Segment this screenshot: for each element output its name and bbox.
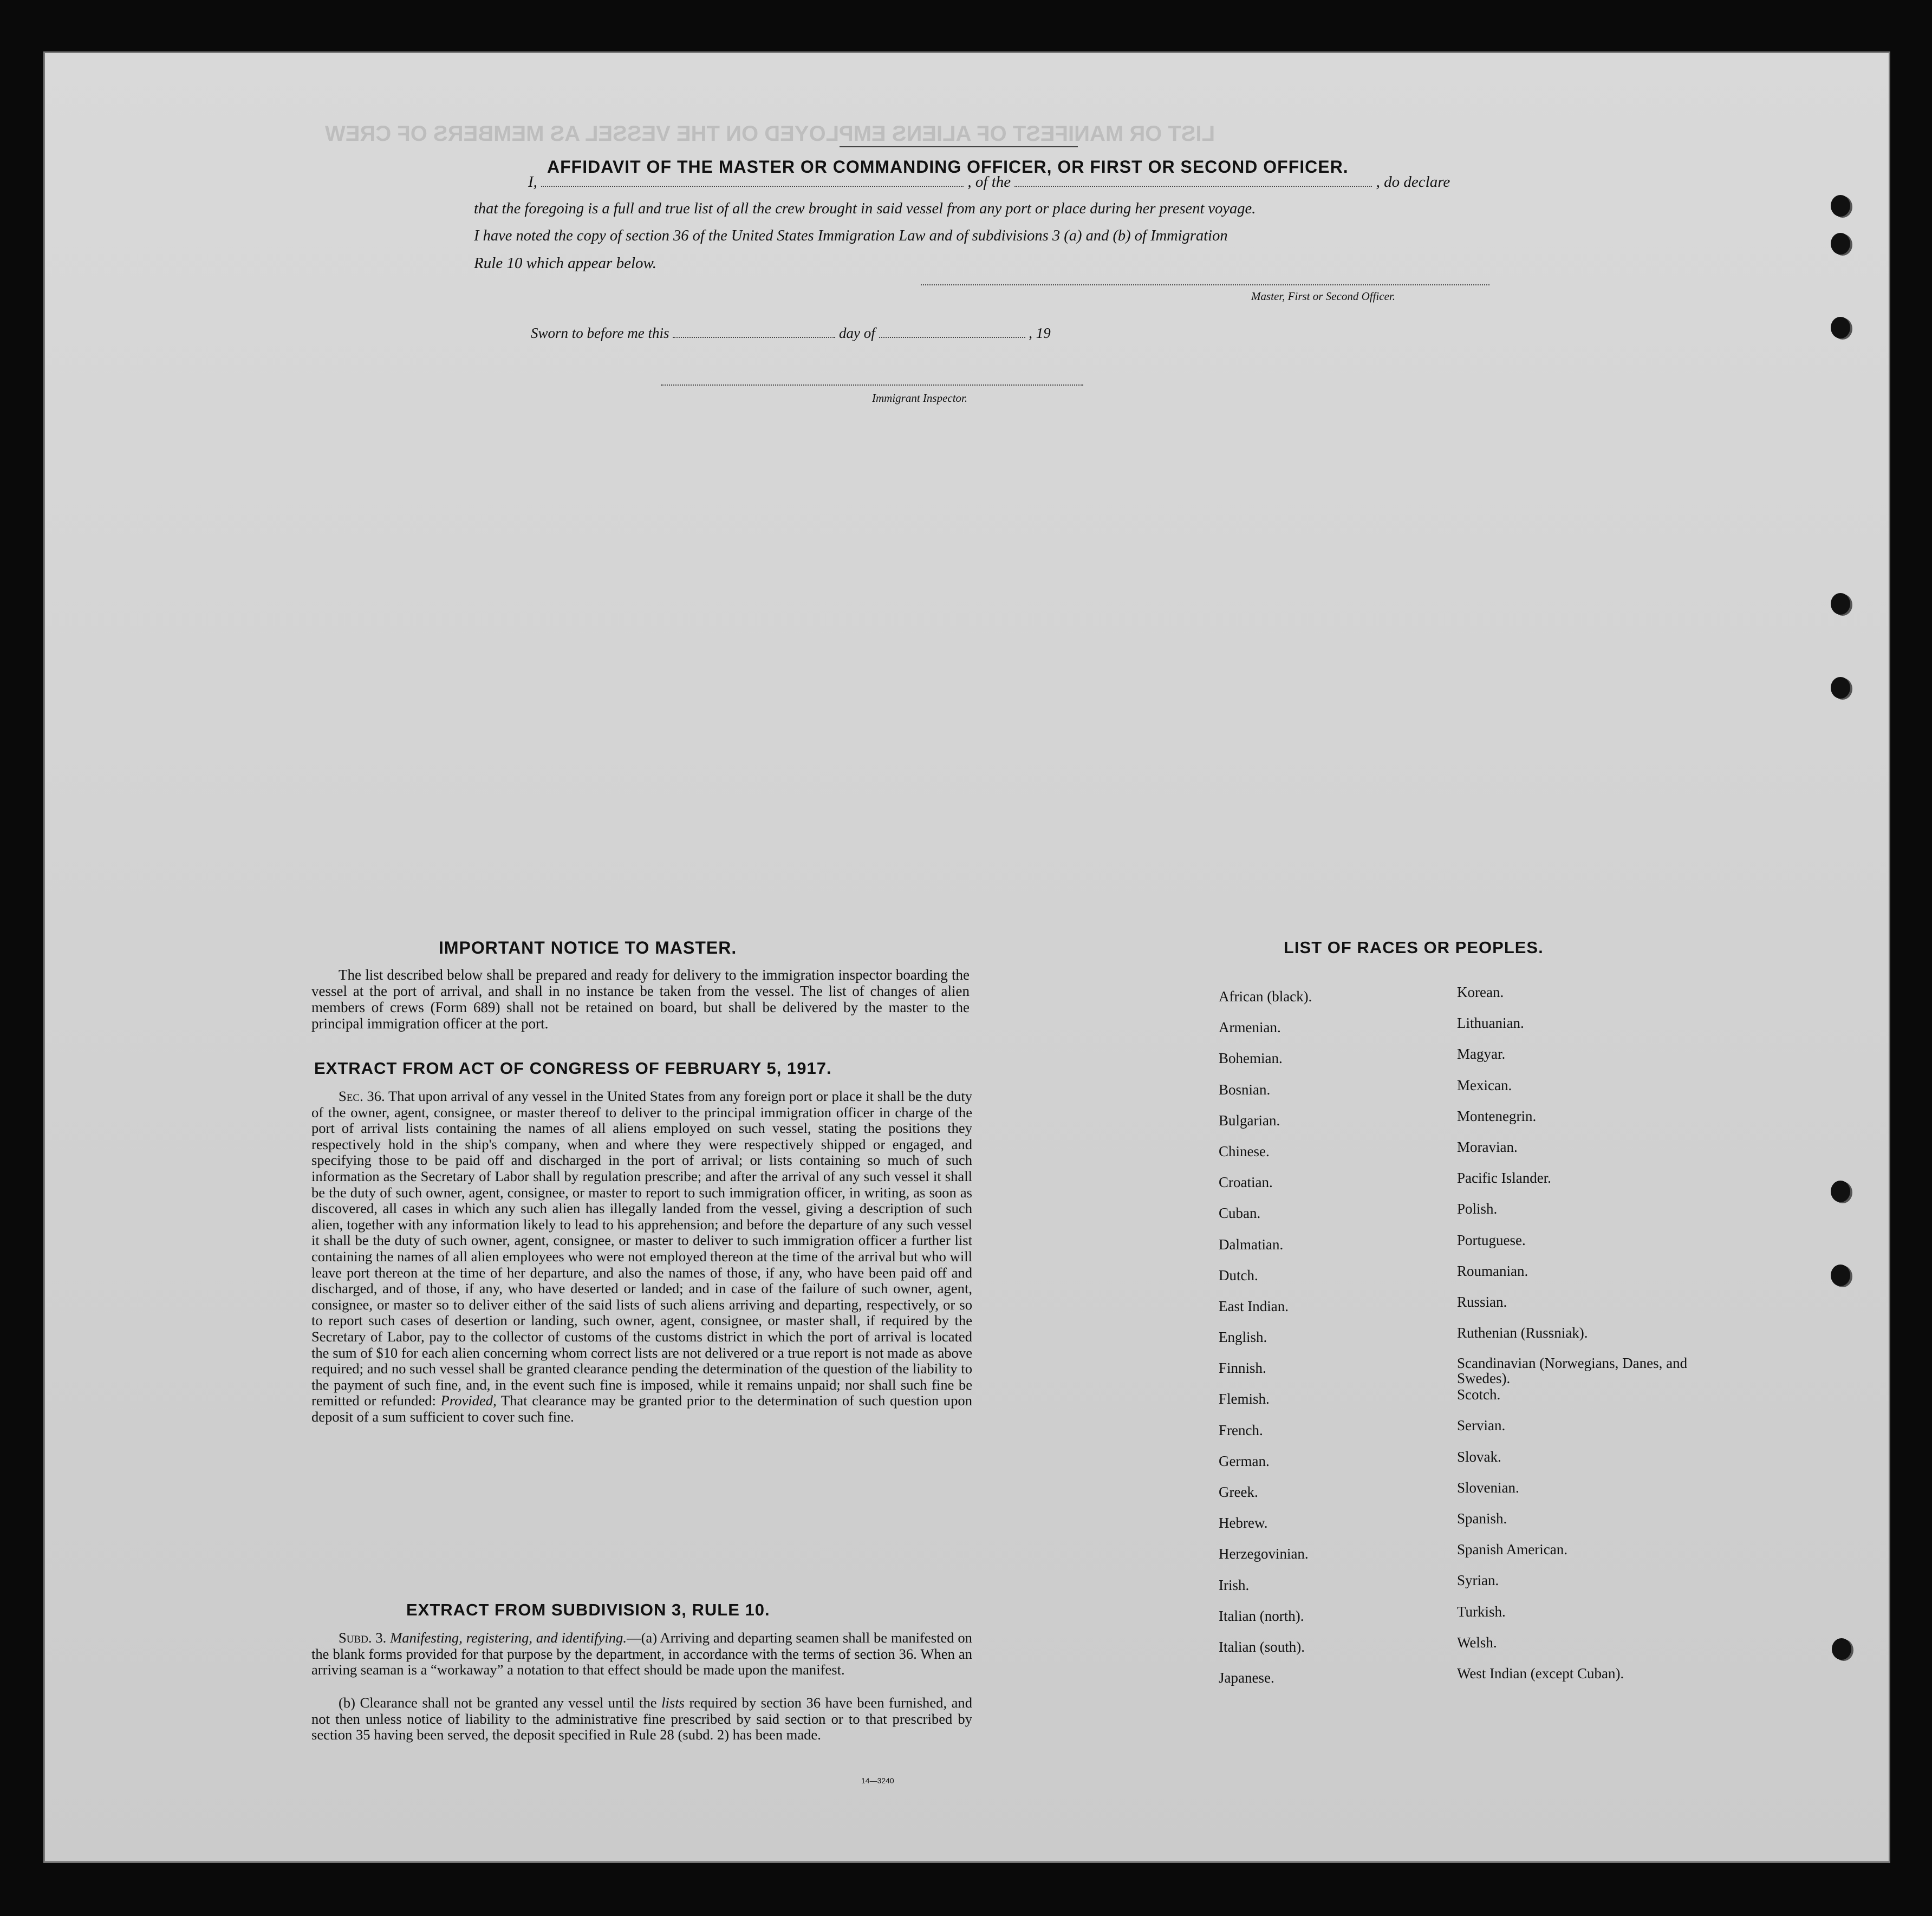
races-left-column bbox=[1219, 988, 1312, 1700]
affidavit-heading: AFFIDAVIT OF THE MASTER OR COMMANDING OFFICER, OR FIRST OR SECOND OFFICER. bbox=[547, 157, 1349, 177]
affidavit-line-1 bbox=[528, 173, 1450, 191]
race-item: West Indian (except Cuban). bbox=[1457, 1665, 1624, 1682]
punch-hole bbox=[1831, 195, 1850, 217]
race-item: Spanish American. bbox=[1457, 1541, 1567, 1558]
race-item: German. bbox=[1219, 1452, 1270, 1469]
punch-hole bbox=[1831, 677, 1850, 699]
vessel-blank bbox=[1014, 186, 1372, 187]
race-item: Greek. bbox=[1219, 1484, 1258, 1500]
subd-3-title: Manifesting, registering, and identifying. bbox=[390, 1630, 627, 1646]
race-item: Scandinavian (Norwegians, Danes, and Swedes). bbox=[1457, 1355, 1688, 1387]
subd-b-end: required by section 36 have been furnished, and not then unless notice of liability to the administrative fine prescribed by said section or to that prescribed by section 35 having been served, the deposit specified in Rule 28 (subd. 2) has been made. bbox=[311, 1695, 972, 1743]
sworn-day-label: day of bbox=[839, 325, 875, 341]
sworn-line bbox=[531, 325, 1051, 342]
act-extract-text bbox=[311, 1089, 972, 1425]
subd-a-body: —(a) Arriving and departing seamen shall be manifested on the blank forms provided for that purpose by the department, in accordance with the terms of section 36. When an arriving seaman is a “workaway” a notation to that effect should be made upon the manifest. bbox=[311, 1630, 972, 1678]
punch-hole bbox=[1831, 593, 1850, 615]
race-item: Bosnian. bbox=[1219, 1081, 1271, 1098]
affidavit-line-2: that the foregoing is a full and true list of all the crew brought in said vessel from any port or place during her present voyage. bbox=[474, 200, 1256, 217]
race-item: East Indian. bbox=[1219, 1298, 1289, 1314]
race-item: Dalmatian. bbox=[1219, 1236, 1284, 1253]
race-item: Montenegrin. bbox=[1457, 1107, 1537, 1124]
race-item: Welsh. bbox=[1457, 1634, 1497, 1651]
act-extract-heading: EXTRACT FROM ACT OF CONGRESS OF FEBRUARY 5, 1917. bbox=[314, 1059, 832, 1078]
race-item: Turkish. bbox=[1457, 1603, 1506, 1620]
race-item: Dutch. bbox=[1219, 1267, 1258, 1283]
race-item: Armenian. bbox=[1219, 1019, 1281, 1036]
race-item: Bohemian. bbox=[1219, 1050, 1283, 1067]
race-item: Chinese. bbox=[1219, 1143, 1270, 1159]
race-item: Bulgarian. bbox=[1219, 1112, 1280, 1129]
race-item: Servian. bbox=[1457, 1417, 1506, 1434]
race-item: Syrian. bbox=[1457, 1572, 1499, 1589]
sworn-label: Sworn to before me this bbox=[531, 325, 669, 341]
race-item: French. bbox=[1219, 1422, 1263, 1438]
document-sheet bbox=[43, 51, 1890, 1863]
race-item: English. bbox=[1219, 1329, 1267, 1346]
race-item: Herzegovinian. bbox=[1219, 1546, 1309, 1562]
punch-hole bbox=[1831, 1181, 1850, 1202]
notice-heading: IMPORTANT NOTICE TO MASTER. bbox=[439, 938, 737, 957]
race-item: Italian (south). bbox=[1219, 1638, 1305, 1655]
subd-3-label: Subd. 3. bbox=[339, 1630, 387, 1646]
rule-subd-b bbox=[311, 1695, 972, 1743]
race-item: Croatian. bbox=[1219, 1174, 1273, 1191]
affidavit-declare-label: , do declare bbox=[1376, 173, 1450, 191]
race-item: Magyar. bbox=[1457, 1046, 1506, 1063]
subd-b-start: (b) Clearance shall not be granted any vessel until the bbox=[339, 1695, 657, 1711]
signature-line bbox=[921, 284, 1489, 285]
races-right-column bbox=[1457, 984, 1695, 1696]
notice-text bbox=[311, 967, 970, 1032]
sec-36-body: That upon arrival of any vessel in the United States from any foreign port or place it shall be the duty of the owner, agent, consignee, or master thereof to deliver to the principal immigration officer in charge of the port of arrival lists containing the names of all aliens employed on such vessel, stating the positions they respectively hold in the ship's company, when and where they were respectively shipped or engaged, and specifying those to be paid off and discharged in the port of arrival; or lists containing so much of such information as the Secretary of Labor shall by regulation prescribe; and after the arrival of any such vessel it shall be the duty of such owner, agent, consignee, or master to report to such immigration officer, in writing, as soon as discovered, all cases in which any such alien has illegally landed from the vessel, giving a description of such alien, together with any information likely to lead to his apprehension; and before the departure of any such vessel it shall be the duty of such owner, agent, consignee, or master to deliver to such immigration officer a further list containing the names of all alien employees who were not employed thereon at the time of the arrival but who will leave port thereon at the time of her departure, and also the names of those, if any, who have been paid off and discharged, and of those, if any, who have deserted or landed; and in case of the failure of such owner, agent, consignee, or master so to deliver either of the said lists of such aliens arriving and departing, respectively, or so to report such cases of desertion or landing, such owner, agent, consignee, or master shall, if required by the Secretary of Labor, pay to the collector of customs of the customs district in which the port of arrival is located the sum of $10 for each alien concerning whom correct lists are not delivered or a true report is not made as above required; and no such vessel shall be granted clearance pending the determination of the question of the liability to the payment of such fine, and, in the event such fine is imposed, while it remains unpaid; nor shall such fine be remitted or refunded: bbox=[311, 1088, 973, 1409]
punch-hole bbox=[1832, 1638, 1851, 1660]
rule-subd-a bbox=[311, 1630, 972, 1678]
race-item: Scotch. bbox=[1457, 1386, 1501, 1403]
sworn-year-label: , 19 bbox=[1029, 325, 1051, 341]
race-item: Lithuanian. bbox=[1457, 1015, 1524, 1032]
race-item: Japanese. bbox=[1219, 1670, 1274, 1686]
race-item: Italian (north). bbox=[1219, 1607, 1304, 1624]
provided-term: Provided, bbox=[440, 1392, 497, 1409]
name-blank bbox=[541, 186, 964, 187]
subd-b-lists: lists bbox=[661, 1695, 685, 1711]
affidavit-line-3: I have noted the copy of section 36 of the United States Immigration Law and of subdivisions 3 (a) and (b) of Immigration bbox=[474, 227, 1228, 244]
race-item: Polish. bbox=[1457, 1201, 1498, 1217]
inspector-label: Immigrant Inspector. bbox=[872, 392, 968, 405]
punch-hole bbox=[1831, 233, 1850, 255]
punch-hole bbox=[1831, 317, 1850, 338]
races-heading: LIST OF RACES OR PEOPLES. bbox=[1284, 938, 1544, 957]
heading-underline bbox=[840, 146, 1078, 147]
sworn-month-blank bbox=[879, 337, 1025, 338]
sec-36-label: Sec. 36. bbox=[339, 1088, 385, 1104]
sworn-day-blank bbox=[673, 337, 835, 338]
affidavit-line-4: Rule 10 which appear below. bbox=[474, 255, 656, 272]
affidavit-i-label: I, bbox=[528, 173, 537, 191]
race-item: Slovenian. bbox=[1457, 1479, 1519, 1496]
race-item: Hebrew. bbox=[1219, 1515, 1268, 1532]
signature-label: Master, First or Second Officer. bbox=[1251, 290, 1395, 303]
race-item: Finnish. bbox=[1219, 1360, 1266, 1377]
race-item: Moravian. bbox=[1457, 1138, 1518, 1155]
notice-body: The list described below shall be prepared and ready for delivery to the immigration inspector boarding the vessel at the port of arrival, and shall in no instance be taken from the vessel. The list of changes of alien members of crews (Form 689) shall not be retained on board, but shall be delivered by the master to the principal immigration officer at the port. bbox=[311, 967, 970, 1032]
race-item: Slovak. bbox=[1457, 1448, 1501, 1465]
race-item: Korean. bbox=[1457, 984, 1504, 1000]
bleed-through-title: LIST OR MANIFEST OF ALIENS EMPLOYED ON THE VESSEL AS MEMBERS OF CREW bbox=[325, 122, 1215, 146]
rule-extract-heading: EXTRACT FROM SUBDIVISION 3, RULE 10. bbox=[406, 1600, 770, 1619]
race-item: Portuguese. bbox=[1457, 1231, 1526, 1248]
race-item: African (black). bbox=[1219, 988, 1312, 1005]
race-item: Pacific Islander. bbox=[1457, 1170, 1551, 1187]
form-number: 14—3240 bbox=[861, 1776, 894, 1785]
race-item: Russian. bbox=[1457, 1293, 1507, 1310]
race-item: Spanish. bbox=[1457, 1510, 1507, 1527]
race-item: Ruthenian (Russniak). bbox=[1457, 1325, 1588, 1341]
race-item: Irish. bbox=[1219, 1576, 1250, 1593]
race-item: Mexican. bbox=[1457, 1077, 1512, 1093]
race-item: Roumanian. bbox=[1457, 1262, 1528, 1279]
sec-36-end: That clearance may be granted prior to the determination of such question upon deposit of a sum sufficient to cover such fine. bbox=[311, 1392, 972, 1425]
punch-hole bbox=[1831, 1265, 1850, 1286]
inspector-signature-line bbox=[661, 384, 1083, 386]
affidavit-of-the-label: , of the bbox=[967, 173, 1011, 191]
race-item: Flemish. bbox=[1219, 1391, 1270, 1407]
race-item: Cuban. bbox=[1219, 1205, 1261, 1222]
